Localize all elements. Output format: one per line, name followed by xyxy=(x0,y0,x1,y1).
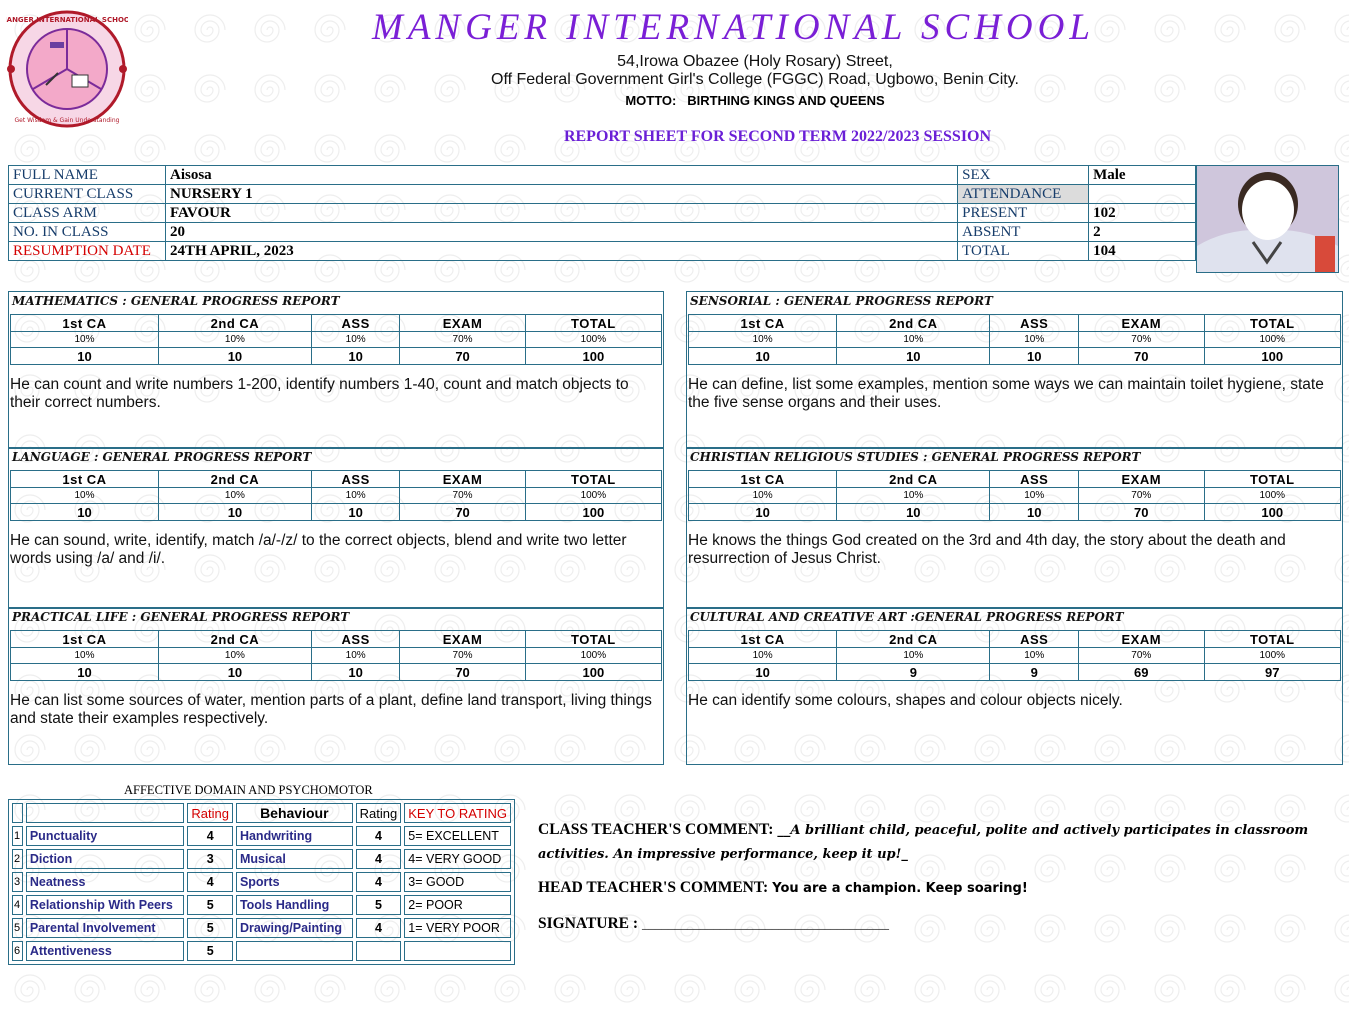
score-value: 10 xyxy=(11,664,159,681)
score-header: 1st CA xyxy=(11,315,159,332)
score-table xyxy=(688,630,1341,681)
logo-text-bottom: Get Wisdom & Gain Understanding xyxy=(14,117,120,124)
trait-name: Diction xyxy=(26,849,185,869)
score-weight: 10% xyxy=(990,648,1079,664)
score-header: EXAM xyxy=(1079,471,1204,488)
score-value: 10 xyxy=(158,348,311,365)
score-header: ASS xyxy=(311,631,400,648)
head-teacher-comment-text: You are a champion. Keep soaring! xyxy=(772,881,1028,896)
score-value: 10 xyxy=(311,348,400,365)
score-value: 70 xyxy=(400,348,525,365)
class-label: CURRENT CLASS xyxy=(9,185,166,204)
report-title: REPORT SHEET FOR SECOND TERM 2022/2023 SESSION xyxy=(563,128,992,145)
score-header: ASS xyxy=(990,631,1079,648)
subject-title: SENSORIAL : GENERAL PROGRESS REPORT xyxy=(690,294,993,308)
score-weight: 10% xyxy=(689,488,837,504)
row-number: 4 xyxy=(12,895,23,915)
attendance-label: ATTENDANCE xyxy=(958,185,1089,204)
skill-rating xyxy=(356,941,402,961)
score-table xyxy=(10,470,662,521)
subject-block xyxy=(8,447,664,609)
trait-name: Attentiveness xyxy=(26,941,185,961)
score-weight: 10% xyxy=(158,488,311,504)
total-value: 104 xyxy=(1089,242,1196,261)
score-value: 10 xyxy=(689,664,837,681)
class-teacher-comment-line1: __A brilliant child, peaceful, polite and actively participates in classroom xyxy=(777,823,1309,838)
present-label: PRESENT xyxy=(958,204,1089,223)
score-header: TOTAL xyxy=(525,315,661,332)
subject-remark: He knows the things God created on the 3rd and 4th day, the story about the death and resurrection of Jesus Christ. xyxy=(688,532,1286,567)
subject-title: CHRISTIAN RELIGIOUS STUDIES : GENERAL PROGRESS REPORT xyxy=(690,450,1141,464)
signature-label: SIGNATURE : xyxy=(538,915,639,932)
subject-remark: He can identify some colours, shapes and colour objects nicely. xyxy=(688,692,1123,709)
trait-rating: 4 xyxy=(187,872,233,892)
class-arm-value: FAVOUR xyxy=(165,204,957,223)
score-value: 10 xyxy=(990,504,1079,521)
class-teacher-comment-line2: activities. An impressive performance, keep it up!_ xyxy=(538,847,908,862)
score-weight: 100% xyxy=(1204,648,1340,664)
row-number: 1 xyxy=(12,826,23,846)
subject-title: PRACTICAL LIFE : GENERAL PROGRESS REPORT xyxy=(12,610,350,624)
score-value: 10 xyxy=(837,504,990,521)
score-header: 1st CA xyxy=(11,631,159,648)
score-value: 10 xyxy=(158,504,311,521)
score-weight: 70% xyxy=(400,648,525,664)
score-value: 100 xyxy=(525,664,661,681)
affective-title: AFFECTIVE DOMAIN AND PSYCHOMOTOR xyxy=(124,783,373,797)
score-weight: 10% xyxy=(311,488,400,504)
score-value: 70 xyxy=(400,504,525,521)
absent-label: ABSENT xyxy=(958,223,1089,242)
score-weight: 10% xyxy=(11,648,159,664)
rating-key: 2= POOR xyxy=(404,895,511,915)
score-weight: 100% xyxy=(525,332,661,348)
sex-label: SEX xyxy=(958,166,1089,185)
score-value: 10 xyxy=(990,348,1079,365)
student-photo xyxy=(1196,165,1339,273)
score-header: TOTAL xyxy=(1204,315,1340,332)
subject-block xyxy=(686,291,1343,449)
address-line-2: Off Federal Government Girl's College (FGGC) Road, Ugbowo, Benin City. xyxy=(491,71,1019,88)
score-header: 2nd CA xyxy=(158,471,311,488)
skill-name: Tools Handling xyxy=(236,895,353,915)
key-to-rating-header: KEY TO RATING xyxy=(404,803,511,823)
score-weight: 70% xyxy=(400,488,525,504)
skill-name: Drawing/Painting xyxy=(236,918,353,938)
score-value: 10 xyxy=(689,348,837,365)
rating-key xyxy=(404,941,511,961)
subject-block xyxy=(8,291,664,449)
subject-title: LANGUAGE : GENERAL PROGRESS REPORT xyxy=(12,450,312,464)
score-weight: 10% xyxy=(837,488,990,504)
score-weight: 100% xyxy=(525,648,661,664)
present-value: 102 xyxy=(1089,204,1196,223)
score-header: 1st CA xyxy=(689,631,837,648)
rating-header-2: Rating xyxy=(356,803,402,823)
score-value: 10 xyxy=(311,664,400,681)
score-table xyxy=(10,630,662,681)
score-weight: 10% xyxy=(837,648,990,664)
score-weight: 70% xyxy=(1079,648,1204,664)
score-value: 9 xyxy=(990,664,1079,681)
subject-title: MATHEMATICS : GENERAL PROGRESS REPORT xyxy=(12,294,340,308)
score-weight: 10% xyxy=(158,332,311,348)
score-weight: 10% xyxy=(990,488,1079,504)
logo-text-top: MANGER INTERNATIONAL SCHOOL xyxy=(6,16,128,24)
score-value: 100 xyxy=(525,348,661,365)
full-name-label: FULL NAME xyxy=(9,166,166,185)
class-teacher-label: CLASS TEACHER'S COMMENT: xyxy=(538,821,774,838)
subject-block xyxy=(686,447,1343,609)
sex-value: Male xyxy=(1089,166,1196,185)
skill-rating: 5 xyxy=(356,895,402,915)
score-header: 2nd CA xyxy=(837,631,990,648)
rating-key: 3= GOOD xyxy=(404,872,511,892)
subject-block xyxy=(8,607,664,765)
score-value: 70 xyxy=(1079,504,1204,521)
score-header: 2nd CA xyxy=(158,631,311,648)
subject-title: CULTURAL AND CREATIVE ART :GENERAL PROGRESS REPORT xyxy=(690,610,1124,624)
score-value: 10 xyxy=(837,348,990,365)
score-header: ASS xyxy=(990,471,1079,488)
score-header: TOTAL xyxy=(1204,471,1340,488)
subject-block xyxy=(686,607,1343,765)
rating-header: Rating xyxy=(187,803,233,823)
score-header: EXAM xyxy=(1079,315,1204,332)
rating-key: 1= VERY POOR xyxy=(404,918,511,938)
trait-rating: 5 xyxy=(187,941,233,961)
trait-rating: 5 xyxy=(187,918,233,938)
score-weight: 70% xyxy=(400,332,525,348)
row-number: 2 xyxy=(12,849,23,869)
motto-label: MOTTO: xyxy=(625,93,677,108)
score-weight: 10% xyxy=(689,648,837,664)
row-number: 6 xyxy=(12,941,23,961)
school-name: MANGER INTERNATIONAL SCHOOL xyxy=(372,7,1095,48)
score-weight: 10% xyxy=(311,332,400,348)
score-header: ASS xyxy=(311,471,400,488)
score-table xyxy=(10,314,662,365)
score-table xyxy=(688,314,1341,365)
score-weight: 100% xyxy=(1204,488,1340,504)
signature-line: ______________________________________ xyxy=(642,916,890,931)
skill-rating: 4 xyxy=(356,826,402,846)
score-value: 70 xyxy=(400,664,525,681)
trait-rating: 4 xyxy=(187,826,233,846)
score-header: EXAM xyxy=(400,471,525,488)
score-weight: 70% xyxy=(1079,488,1204,504)
no-in-class-value: 20 xyxy=(165,223,957,242)
score-value: 70 xyxy=(1079,348,1204,365)
address-line-1: 54,Irowa Obazee (Holy Rosary) Street, xyxy=(617,53,893,70)
score-weight: 70% xyxy=(1079,332,1204,348)
score-value: 10 xyxy=(689,504,837,521)
skill-name: Handwriting xyxy=(236,826,353,846)
motto-text: BIRTHING KINGS AND QUEENS xyxy=(687,93,885,108)
score-table xyxy=(688,470,1341,521)
score-weight: 10% xyxy=(158,648,311,664)
absent-value: 2 xyxy=(1089,223,1196,242)
score-weight: 10% xyxy=(689,332,837,348)
score-weight: 10% xyxy=(990,332,1079,348)
score-header: TOTAL xyxy=(525,631,661,648)
resumption-value: 24TH APRIL, 2023 xyxy=(165,242,957,261)
score-value: 10 xyxy=(311,504,400,521)
head-teacher-comment xyxy=(538,879,1028,897)
score-header: EXAM xyxy=(400,631,525,648)
behaviour-header: Behaviour xyxy=(236,803,353,823)
no-in-class-label: NO. IN CLASS xyxy=(9,223,166,242)
affective-table xyxy=(8,799,515,965)
score-header: 1st CA xyxy=(11,471,159,488)
subject-remark: He can define, list some examples, mention some ways we can maintain toilet hygiene, state the five sense organs and their uses. xyxy=(688,376,1324,411)
score-header: ASS xyxy=(311,315,400,332)
class-arm-label: CLASS ARM xyxy=(9,204,166,223)
skill-name xyxy=(236,941,353,961)
rating-key: 5= EXCELLENT xyxy=(404,826,511,846)
skill-name: Sports xyxy=(236,872,353,892)
total-label: TOTAL xyxy=(958,242,1089,261)
score-header: 2nd CA xyxy=(837,315,990,332)
attendance-empty xyxy=(1089,185,1196,204)
score-weight: 100% xyxy=(1204,332,1340,348)
score-value: 10 xyxy=(11,348,159,365)
trait-rating: 3 xyxy=(187,849,233,869)
score-weight: 10% xyxy=(11,332,159,348)
school-logo xyxy=(6,10,128,128)
score-value: 10 xyxy=(158,664,311,681)
skill-name: Musical xyxy=(236,849,353,869)
subject-remark: He can count and write numbers 1-200, identify numbers 1-40, count and match objects to their correct numbers. xyxy=(10,376,629,411)
score-header: 2nd CA xyxy=(837,471,990,488)
score-header: EXAM xyxy=(1079,631,1204,648)
subject-remark: He can list some sources of water, mention parts of a plant, define land transport, living things and state their examples respectively. xyxy=(10,692,652,727)
subject-remark: He can sound, write, identify, match /a/-/z/ to the correct objects, blend and write two letter words using /a/ and /i/. xyxy=(10,532,627,567)
signature xyxy=(538,915,889,933)
score-header: 1st CA xyxy=(689,315,837,332)
score-header: TOTAL xyxy=(1204,631,1340,648)
motto xyxy=(380,93,1130,108)
score-header: 2nd CA xyxy=(158,315,311,332)
student-info-table xyxy=(8,165,1196,261)
head-teacher-label: HEAD TEACHER'S COMMENT: xyxy=(538,879,769,896)
trait-name: Relationship With Peers xyxy=(26,895,185,915)
rating-key: 4= VERY GOOD xyxy=(404,849,511,869)
row-number: 3 xyxy=(12,872,23,892)
skill-rating: 4 xyxy=(356,872,402,892)
score-value: 69 xyxy=(1079,664,1204,681)
resumption-label: RESUMPTION DATE xyxy=(9,242,166,261)
skill-rating: 4 xyxy=(356,918,402,938)
full-name-value: Aisosa xyxy=(165,166,957,185)
skill-rating: 4 xyxy=(356,849,402,869)
trait-rating: 5 xyxy=(187,895,233,915)
score-value: 100 xyxy=(1204,504,1340,521)
score-value: 100 xyxy=(525,504,661,521)
score-value: 10 xyxy=(11,504,159,521)
score-value: 97 xyxy=(1204,664,1340,681)
score-header: TOTAL xyxy=(525,471,661,488)
class-teacher-comment xyxy=(538,818,1328,866)
score-value: 100 xyxy=(1204,348,1340,365)
score-weight: 10% xyxy=(11,488,159,504)
score-weight: 100% xyxy=(525,488,661,504)
trait-name: Parental Involvement xyxy=(26,918,185,938)
score-weight: 10% xyxy=(837,332,990,348)
trait-name: Neatness xyxy=(26,872,185,892)
score-header: EXAM xyxy=(400,315,525,332)
score-value: 9 xyxy=(837,664,990,681)
score-header: ASS xyxy=(990,315,1079,332)
trait-name: Punctuality xyxy=(26,826,185,846)
score-weight: 10% xyxy=(311,648,400,664)
score-header: 1st CA xyxy=(689,471,837,488)
row-number: 5 xyxy=(12,918,23,938)
class-value: NURSERY 1 xyxy=(165,185,957,204)
